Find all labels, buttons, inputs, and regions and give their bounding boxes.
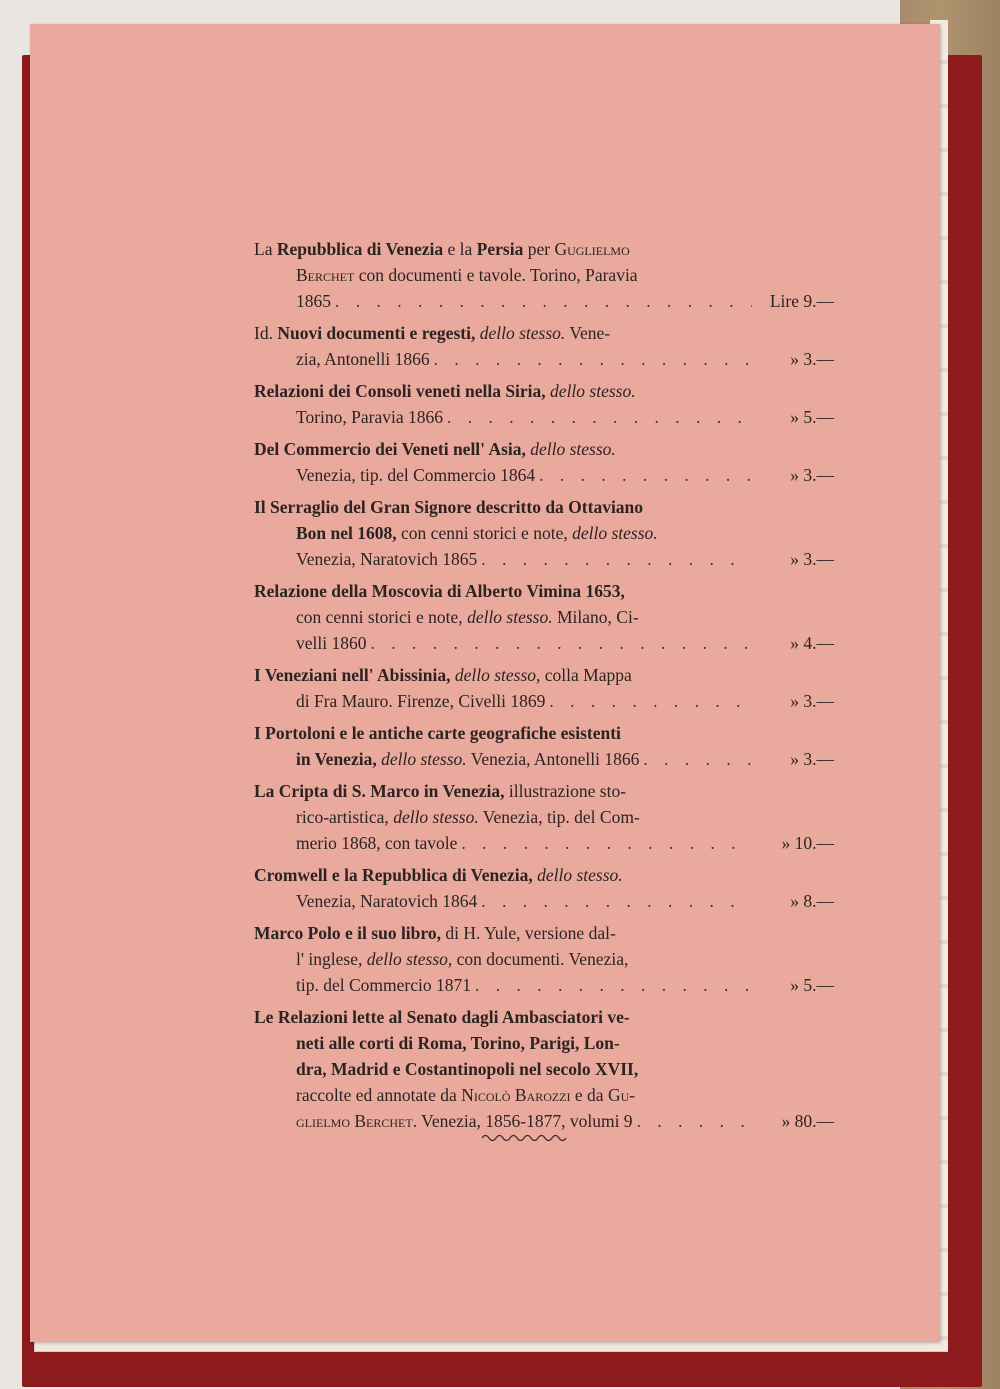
entry-text: l' inglese, xyxy=(296,949,367,969)
entry-line-text xyxy=(296,688,545,714)
entry-price: » 3.— xyxy=(790,549,834,569)
entry-line xyxy=(254,236,834,262)
entry-line xyxy=(254,494,834,520)
catalog-entry xyxy=(254,862,834,914)
entry-line xyxy=(254,630,834,656)
entry-text: . Venezia, 1856-1877, volumi 9 xyxy=(412,1111,633,1131)
entry-line-text xyxy=(254,1004,630,1030)
entry-line-text xyxy=(296,546,477,572)
entry-line-text xyxy=(254,578,625,604)
entry-text: dello stesso. xyxy=(532,865,623,885)
entry-text: dello stesso. xyxy=(525,439,616,459)
entry-line xyxy=(254,520,834,546)
catalog-entry xyxy=(254,778,834,856)
entry-line xyxy=(254,1004,834,1030)
entry-line-text xyxy=(296,1056,638,1082)
entry-price: » 3.— xyxy=(790,349,834,369)
entry-text: con documenti. Venezia, xyxy=(452,949,629,969)
entry-text: tip. del Commercio 1871 xyxy=(296,975,471,995)
entry-line-text xyxy=(296,346,430,372)
entry-line-text xyxy=(296,946,628,972)
entry-line xyxy=(254,462,834,488)
entry-line xyxy=(254,946,834,972)
entry-text: merio 1868, con tavole xyxy=(296,833,458,853)
dot-leader xyxy=(549,688,752,714)
entry-text: per xyxy=(523,239,555,259)
dot-leader xyxy=(434,346,752,372)
entry-text: illustrazione sto- xyxy=(504,781,627,801)
entry-line-text xyxy=(254,720,621,746)
entry-line-text xyxy=(254,662,632,688)
pink-cover-page xyxy=(30,24,940,1342)
entry-text: Nicolò Barozzi xyxy=(461,1085,571,1105)
entry-text: Torino, Paravia 1866 xyxy=(296,407,444,427)
entry-price: Lire 9.— xyxy=(769,291,834,311)
entry-line-text xyxy=(254,778,626,804)
entry-line-text xyxy=(296,520,658,546)
entry-line-text xyxy=(254,378,636,404)
entry-text: dello stesso, xyxy=(366,949,453,969)
entry-text: con documenti e tavole. Torino, Paravia xyxy=(354,265,638,285)
entry-text: Venezia, Antonelli 1866 xyxy=(466,749,640,769)
dot-leader xyxy=(335,288,752,314)
entry-line-text xyxy=(296,288,331,314)
entry-line-text xyxy=(296,1108,633,1134)
entry-text: Venezia, tip. del Commercio 1864 xyxy=(296,465,536,485)
entry-title-text: Cromwell e la Repubblica di Venezia, xyxy=(254,865,533,885)
entry-text: La xyxy=(254,239,277,259)
catalog-entry xyxy=(254,720,834,772)
decorative-wave-ornament xyxy=(482,1132,568,1144)
entry-title-text: Repubblica di Venezia xyxy=(276,239,444,259)
entry-line xyxy=(254,404,834,430)
entry-text: Venezia, Naratovich 1865 xyxy=(296,549,478,569)
entry-text: dello stesso. xyxy=(545,381,636,401)
entry-text: con cenni storici e note, xyxy=(296,607,468,627)
entry-text: dello stesso. xyxy=(572,523,658,543)
entry-text: velli 1860 xyxy=(296,633,367,653)
entry-text: e la xyxy=(443,239,477,259)
entry-price: » 3.— xyxy=(790,465,834,485)
entry-title-text: Persia xyxy=(476,239,524,259)
entry-price: » 3.— xyxy=(790,691,834,711)
entry-price: » 8.— xyxy=(790,891,834,911)
entry-line-text xyxy=(296,804,640,830)
entry-text: Berchet xyxy=(296,265,355,285)
entry-title-text: Bon nel 1608, xyxy=(296,523,397,543)
entry-line xyxy=(254,1056,834,1082)
dot-leader xyxy=(481,888,752,914)
entry-title-text: dra, Madrid e Costantinopoli nel secolo XVII, xyxy=(296,1059,639,1079)
entry-text: dello stesso. xyxy=(475,323,566,343)
entry-line-text xyxy=(254,436,616,462)
entry-title-text: La Cripta di S. Marco in Venezia, xyxy=(254,781,505,801)
catalog-entry xyxy=(254,436,834,488)
entry-price: » 3.— xyxy=(790,749,834,769)
entry-line xyxy=(254,288,834,314)
entry-text: dello stesso, xyxy=(450,665,541,685)
entry-text: e da xyxy=(570,1085,608,1105)
entry-price: » 10.— xyxy=(781,833,834,853)
entry-text: di Fra Mauro. Firenze, Civelli 1869 xyxy=(296,691,546,711)
entry-line xyxy=(254,830,834,856)
entry-line xyxy=(254,578,834,604)
entry-line xyxy=(254,320,834,346)
entry-line xyxy=(254,546,834,572)
catalog-entry xyxy=(254,320,834,372)
dot-leader xyxy=(637,1108,752,1134)
entry-line xyxy=(254,662,834,688)
catalog-entry xyxy=(254,1004,834,1134)
entry-text: di H. Yule, versione dal- xyxy=(440,923,616,943)
catalog-entry xyxy=(254,662,834,714)
entry-line xyxy=(254,1082,834,1108)
entry-line xyxy=(254,720,834,746)
entry-line-text xyxy=(296,1082,635,1108)
entry-line-text xyxy=(296,404,443,430)
entry-line-text xyxy=(254,236,630,262)
entry-text: glielmo Berchet xyxy=(296,1111,413,1131)
dot-leader xyxy=(481,546,752,572)
entry-text: dello stesso. xyxy=(376,749,467,769)
entry-line xyxy=(254,972,834,998)
entry-line xyxy=(254,378,834,404)
entry-line xyxy=(254,920,834,946)
entry-line xyxy=(254,262,834,288)
entry-text: Milano, Ci- xyxy=(552,607,639,627)
entry-line-text xyxy=(254,320,610,346)
entry-title-text: Marco Polo e il suo libro, xyxy=(254,923,441,943)
entry-text: Venezia, Naratovich 1864 xyxy=(296,891,478,911)
catalog-entry xyxy=(254,236,834,314)
entry-title-text: Relazione della Moscovia di Alberto Vimina 1653, xyxy=(254,581,625,601)
entry-line xyxy=(254,346,834,372)
entry-price: » 4.— xyxy=(790,633,834,653)
entry-text: colla Mappa xyxy=(540,665,632,685)
entry-title-text: Relazioni dei Consoli veneti nella Siria, xyxy=(254,381,546,401)
entry-text: 1865 xyxy=(296,291,331,311)
entry-line xyxy=(254,778,834,804)
entry-title-text: Del Commercio dei Veneti nell' Asia, xyxy=(254,439,526,459)
entry-title-text: Il Serraglio del Gran Signore descritto da Ottaviano xyxy=(254,497,644,517)
entry-line-text xyxy=(296,630,366,656)
catalog-entry xyxy=(254,378,834,430)
entry-line-text xyxy=(296,462,535,488)
entry-line xyxy=(254,804,834,830)
entry-line-text xyxy=(296,262,638,288)
entry-text: raccolte ed annotate da xyxy=(296,1085,462,1105)
entry-text: Vene- xyxy=(565,323,611,343)
entry-price: » 80.— xyxy=(781,1111,834,1131)
dot-leader xyxy=(447,404,752,430)
entry-text: Id. xyxy=(254,323,278,343)
dot-leader xyxy=(370,630,752,656)
entry-text: rico-artistica, xyxy=(296,807,394,827)
entry-line-text xyxy=(296,888,477,914)
entry-text: dello stesso. xyxy=(467,607,553,627)
entry-title-text: neti alle corti di Roma, Torino, Parigi, Lon- xyxy=(296,1033,620,1053)
entry-text: con cenni storici e note, xyxy=(396,523,573,543)
entry-text: Venezia, tip. del Com- xyxy=(478,807,640,827)
entry-line xyxy=(254,888,834,914)
publication-catalog xyxy=(254,236,834,1140)
entry-line xyxy=(254,746,834,772)
catalog-entry xyxy=(254,920,834,998)
entry-title-text: in Venezia, xyxy=(296,749,377,769)
entry-line-text xyxy=(254,862,623,888)
entry-price: » 5.— xyxy=(790,407,834,427)
entry-line xyxy=(254,688,834,714)
catalog-entry xyxy=(254,494,834,572)
dot-leader xyxy=(475,972,752,998)
entry-title-text: I Veneziani nell' Abissinia, xyxy=(254,665,451,685)
entry-line xyxy=(254,862,834,888)
entry-line xyxy=(254,1108,834,1134)
entry-text: Gu- xyxy=(607,1085,636,1105)
entry-line xyxy=(254,436,834,462)
entry-line-text xyxy=(296,604,639,630)
entry-line-text xyxy=(296,1030,620,1056)
entry-line-text xyxy=(296,972,471,998)
entry-title-text: I Portoloni e le antiche carte geografiche esistenti xyxy=(254,723,621,743)
entry-line-text xyxy=(254,920,616,946)
dot-leader xyxy=(461,830,752,856)
entry-text: zia, Antonelli 1866 xyxy=(296,349,430,369)
entry-text: dello stesso. xyxy=(393,807,479,827)
entry-line xyxy=(254,1030,834,1056)
entry-line-text xyxy=(254,494,643,520)
entry-line-text xyxy=(296,746,639,772)
entry-line xyxy=(254,604,834,630)
dot-leader xyxy=(539,462,752,488)
entry-price: » 5.— xyxy=(790,975,834,995)
entry-title-text: Le Relazioni lette al Senato dagli Ambasciatori ve- xyxy=(254,1007,630,1027)
dot-leader xyxy=(643,746,752,772)
entry-title-text: Nuovi documenti e regesti, xyxy=(277,323,476,343)
catalog-entry xyxy=(254,578,834,656)
entry-line-text xyxy=(296,830,457,856)
entry-text: Guglielmo xyxy=(554,239,630,259)
